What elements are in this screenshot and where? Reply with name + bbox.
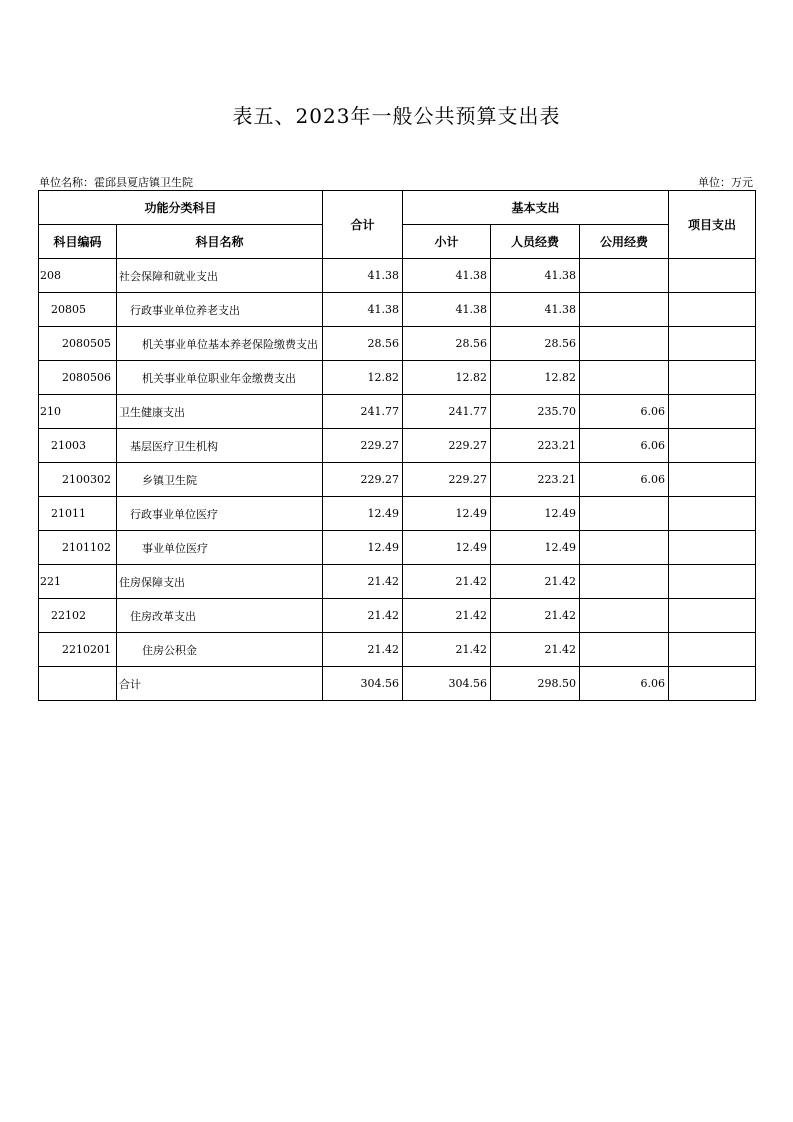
cell-name: 住房公积金 (117, 633, 323, 667)
table-row (39, 633, 756, 667)
header-personnel: 人员经费 (491, 225, 580, 259)
cell-code: 210 (39, 395, 117, 429)
cell-total: 41.38 (323, 293, 403, 327)
cell-name: 住房保障支出 (117, 565, 323, 599)
cell-subtotal: 21.42 (403, 633, 491, 667)
cell-code: 2080506 (39, 361, 117, 395)
cell-total: 229.27 (323, 463, 403, 497)
total-row (39, 667, 756, 701)
cell-subtotal: 12.49 (403, 497, 491, 531)
cell-public (580, 293, 669, 327)
cell-total: 12.82 (323, 361, 403, 395)
cell-name: 机关事业单位职业年金缴费支出 (117, 361, 323, 395)
cell-project (669, 327, 756, 361)
unit-label: 单位：万元 (698, 176, 753, 189)
cell-subtotal: 28.56 (403, 327, 491, 361)
cell-personnel: 41.38 (491, 259, 580, 293)
cell-public: 6.06 (580, 395, 669, 429)
cell-code: 208 (39, 259, 117, 293)
cell-project (669, 429, 756, 463)
cell-project (669, 361, 756, 395)
cell-name: 行政事业单位医疗 (117, 497, 323, 531)
unit-name-label: 单位名称：霍邱县夏店镇卫生院 (39, 176, 193, 189)
cell-personnel: 12.82 (491, 361, 580, 395)
cell-public (580, 361, 669, 395)
cell-public: 6.06 (580, 429, 669, 463)
cell-personnel: 41.38 (491, 293, 580, 327)
header-func-class: 功能分类科目 (39, 191, 323, 225)
table-row (39, 463, 756, 497)
cell-personnel: 12.49 (491, 497, 580, 531)
cell-project (669, 599, 756, 633)
cell-project (669, 565, 756, 599)
header-project: 项目支出 (669, 191, 756, 259)
header-name: 科目名称 (117, 225, 323, 259)
cell-name: 机关事业单位基本养老保险缴费支出 (117, 327, 323, 361)
cell-personnel: 12.49 (491, 531, 580, 565)
cell-personnel: 223.21 (491, 429, 580, 463)
cell-total: 21.42 (323, 599, 403, 633)
cell-project (669, 463, 756, 497)
cell-project (669, 395, 756, 429)
cell-personnel: 223.21 (491, 463, 580, 497)
header-code: 科目编码 (39, 225, 117, 259)
cell-subtotal: 41.38 (403, 259, 491, 293)
cell-subtotal: 21.42 (403, 599, 491, 633)
cell-subtotal: 41.38 (403, 293, 491, 327)
header-total: 合计 (323, 191, 403, 259)
cell-public (580, 565, 669, 599)
cell-total: 28.56 (323, 327, 403, 361)
cell-personnel: 21.42 (491, 599, 580, 633)
cell-project (669, 293, 756, 327)
cell-code: 21003 (39, 429, 117, 463)
cell-name: 乡镇卫生院 (117, 463, 323, 497)
cell-project (669, 633, 756, 667)
table-row (39, 293, 756, 327)
cell-name: 社会保障和就业支出 (117, 259, 323, 293)
cell-project (669, 259, 756, 293)
table-row (39, 327, 756, 361)
cell-subtotal: 304.56 (403, 667, 491, 701)
cell-total: 21.42 (323, 633, 403, 667)
cell-code (39, 667, 117, 701)
cell-subtotal: 21.42 (403, 565, 491, 599)
cell-personnel: 28.56 (491, 327, 580, 361)
cell-personnel: 235.70 (491, 395, 580, 429)
cell-project (669, 497, 756, 531)
budget-table (38, 190, 756, 701)
cell-code: 2210201 (39, 633, 117, 667)
cell-subtotal: 229.27 (403, 463, 491, 497)
cell-name: 行政事业单位养老支出 (117, 293, 323, 327)
cell-public (580, 259, 669, 293)
table-row (39, 497, 756, 531)
cell-code: 20805 (39, 293, 117, 327)
page-title: 表五、2023年一般公共预算支出表 (232, 104, 561, 128)
cell-code: 22102 (39, 599, 117, 633)
cell-public: 6.06 (580, 667, 669, 701)
table-row (39, 361, 756, 395)
cell-total: 41.38 (323, 259, 403, 293)
cell-name: 住房改革支出 (117, 599, 323, 633)
cell-name: 合计 (117, 667, 323, 701)
table-row (39, 429, 756, 463)
cell-project (669, 667, 756, 701)
cell-total: 304.56 (323, 667, 403, 701)
cell-name: 事业单位医疗 (117, 531, 323, 565)
table-row (39, 531, 756, 565)
table-row (39, 395, 756, 429)
cell-public (580, 599, 669, 633)
cell-name: 基层医疗卫生机构 (117, 429, 323, 463)
cell-code: 2100302 (39, 463, 117, 497)
cell-subtotal: 241.77 (403, 395, 491, 429)
cell-total: 241.77 (323, 395, 403, 429)
cell-subtotal: 12.82 (403, 361, 491, 395)
header-public: 公用经费 (580, 225, 669, 259)
cell-code: 21011 (39, 497, 117, 531)
cell-subtotal: 229.27 (403, 429, 491, 463)
cell-public (580, 633, 669, 667)
table-row (39, 599, 756, 633)
header-subtotal: 小计 (403, 225, 491, 259)
cell-code: 221 (39, 565, 117, 599)
cell-subtotal: 12.49 (403, 531, 491, 565)
cell-total: 21.42 (323, 565, 403, 599)
cell-personnel: 21.42 (491, 633, 580, 667)
cell-public (580, 497, 669, 531)
cell-personnel: 21.42 (491, 565, 580, 599)
table-row (39, 259, 756, 293)
cell-public: 6.06 (580, 463, 669, 497)
cell-project (669, 531, 756, 565)
cell-personnel: 298.50 (491, 667, 580, 701)
cell-code: 2080505 (39, 327, 117, 361)
cell-public (580, 531, 669, 565)
cell-total: 12.49 (323, 531, 403, 565)
table-row (39, 565, 756, 599)
cell-public (580, 327, 669, 361)
cell-code: 2101102 (39, 531, 117, 565)
cell-total: 229.27 (323, 429, 403, 463)
cell-name: 卫生健康支出 (117, 395, 323, 429)
header-basic: 基本支出 (403, 191, 669, 225)
cell-total: 12.49 (323, 497, 403, 531)
